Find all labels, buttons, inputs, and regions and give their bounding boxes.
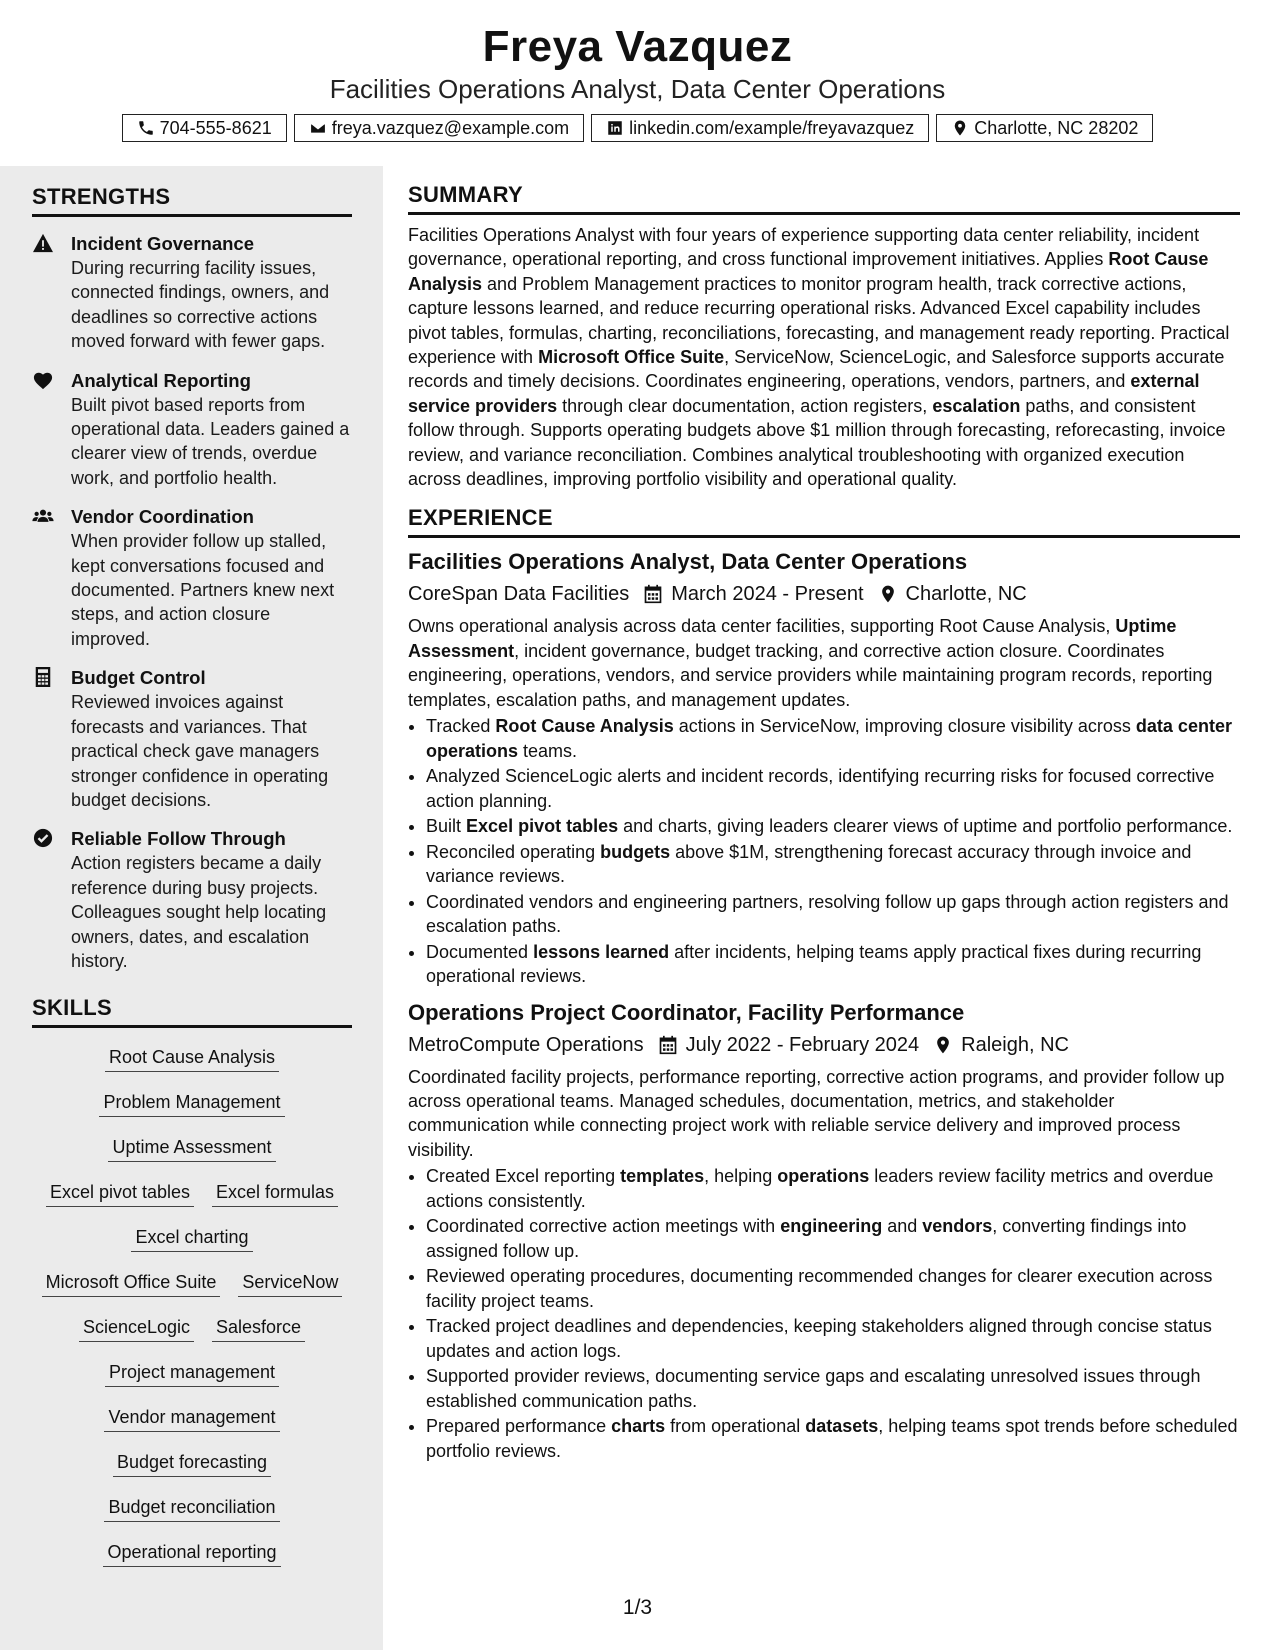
skill-tag: Salesforce bbox=[212, 1316, 305, 1342]
strength-desc: Action registers became a daily reference during busy projects. Colleagues sought help locating owners, dates, and escalation history. bbox=[71, 853, 327, 971]
bold-text: templates bbox=[620, 1166, 705, 1187]
job-bullets bbox=[408, 714, 1240, 988]
summary-text bbox=[408, 223, 1240, 491]
text-segment: , converting findings into assigned follow up. bbox=[426, 1216, 1187, 1261]
skill-row bbox=[32, 1533, 352, 1578]
bullet-item bbox=[426, 890, 1240, 939]
text-segment: and bbox=[882, 1216, 923, 1237]
strength-title: Vendor Coordination bbox=[71, 506, 254, 528]
job-meta bbox=[408, 580, 1240, 608]
skill-row bbox=[32, 1263, 352, 1308]
text-segment: Documented bbox=[426, 941, 534, 962]
skill-tag: Problem Management bbox=[99, 1091, 284, 1117]
job-bullets bbox=[408, 1164, 1240, 1463]
text-segment: through clear documentation, action registers, bbox=[557, 395, 933, 416]
bold-text: Excel pivot tables bbox=[466, 816, 619, 837]
resume-header bbox=[0, 0, 1275, 166]
job-entry bbox=[408, 548, 1240, 988]
job-meta bbox=[408, 1031, 1240, 1059]
bold-text: engineering bbox=[780, 1216, 883, 1237]
heart-icon bbox=[32, 370, 54, 390]
text-segment: Built bbox=[426, 816, 467, 837]
strength-item bbox=[32, 665, 352, 812]
calendar-icon bbox=[658, 1035, 678, 1055]
sidebar bbox=[0, 166, 383, 1650]
text-segment: and charts, giving leaders clearer views of uptime and portfolio performance. bbox=[618, 816, 1233, 837]
text-segment: after incidents, helping teams apply practical fixes during recurring operational reviews. bbox=[426, 941, 1202, 987]
strength-desc: When provider follow up stalled, kept conversations focused and documented. Partners knew next steps, and action closure improved. bbox=[71, 531, 335, 649]
bold-text: vendors bbox=[922, 1216, 993, 1237]
job-dates: March 2024 - Present bbox=[671, 583, 864, 606]
skill-row bbox=[32, 1038, 352, 1083]
bold-text: Root Cause Analysis bbox=[408, 249, 1209, 294]
text-segment: Owns operational analysis across data center facilities, supporting Root Cause Analysis, bbox=[408, 616, 1116, 637]
main-content bbox=[408, 166, 1240, 1464]
contact-location bbox=[936, 114, 1153, 142]
skill-tag: ScienceLogic bbox=[79, 1316, 194, 1342]
text-segment: Analyzed ScienceLogic alerts and incident records, identifying recurring risks for focused corrective action planning. bbox=[426, 766, 1215, 811]
job-title: Operations Project Coordinator, Facility Performance bbox=[408, 999, 965, 1025]
strength-title: Analytical Reporting bbox=[71, 369, 251, 391]
job-description bbox=[408, 614, 1240, 712]
strength-item bbox=[32, 826, 352, 973]
bullet-item bbox=[426, 840, 1240, 889]
skills-heading: SKILLS bbox=[32, 995, 352, 1028]
skill-tag: Vendor management bbox=[104, 1406, 279, 1432]
map-pin-icon bbox=[951, 119, 969, 137]
skill-row bbox=[32, 1128, 352, 1173]
text-segment: Supported provider reviews, documenting service gaps and escalating unresolved issues through established communication paths. bbox=[426, 1366, 1201, 1411]
text-segment: Coordinated vendors and engineering partners, resolving follow up gaps through action registers and escalation paths. bbox=[426, 891, 1229, 937]
skill-row bbox=[32, 1308, 352, 1353]
strength-desc: Reviewed invoices against forecasts and variances. That practical check gave managers stronger confidence in operating budget decisions. bbox=[71, 692, 329, 810]
skill-row bbox=[32, 1083, 352, 1128]
text-segment: Tracked bbox=[426, 716, 496, 737]
job-company: CoreSpan Data Facilities bbox=[408, 583, 630, 606]
bold-text: Microsoft Office Suite bbox=[538, 347, 725, 368]
text-segment: Prepared performance bbox=[426, 1416, 612, 1437]
skill-tag: Excel charting bbox=[131, 1226, 252, 1252]
skill-row bbox=[32, 1353, 352, 1398]
bold-text: data center operations bbox=[426, 716, 1232, 761]
text-segment: Coordinated facility projects, performance reporting, corrective action programs, and provider follow up across operational teams. Managed schedules, documentation, metrics, and stakeholder communication while connecting project work with reliable service delivery and improved process visibility. bbox=[408, 1066, 1225, 1160]
contact-location-text: Charlotte, NC 28202 bbox=[974, 117, 1139, 138]
text-segment: and Problem Management practices to monitor program health, track corrective actions, capture lessons learned, and reduce recurring operational risks. Advanced Excel capability includes pivot tables, formulas, charting, reconciliations, forecasting, and management ready reporting. Practical experience with bbox=[408, 273, 1230, 368]
job-description bbox=[408, 1065, 1240, 1163]
bullet-item bbox=[426, 1414, 1240, 1463]
bold-text: budgets bbox=[600, 841, 671, 862]
text-segment: , helping teams spot trends before scheduled portfolio reviews. bbox=[426, 1416, 1238, 1461]
bold-text: charts bbox=[611, 1416, 666, 1437]
candidate-title: Facilities Operations Analyst, Data Center Operations bbox=[329, 74, 946, 104]
skill-tag: Excel formulas bbox=[212, 1181, 338, 1207]
strength-title: Budget Control bbox=[71, 667, 206, 689]
bullet-item bbox=[426, 1264, 1240, 1313]
bullet-item bbox=[426, 764, 1240, 813]
experience-heading: EXPERIENCE bbox=[408, 505, 1240, 538]
map-pin-icon bbox=[878, 584, 898, 604]
bullet-item bbox=[426, 1314, 1240, 1363]
text-segment: Reconciled operating bbox=[426, 841, 601, 862]
skill-tag: ServiceNow bbox=[238, 1271, 342, 1297]
text-segment: leaders review facility metrics and overdue actions consistently. bbox=[426, 1166, 1214, 1211]
candidate-name: Freya Vazquez bbox=[482, 22, 793, 71]
job-title: Facilities Operations Analyst, Data Center Operations bbox=[408, 549, 968, 575]
envelope-icon bbox=[309, 119, 327, 137]
skill-tag: Operational reporting bbox=[103, 1541, 280, 1567]
strength-title: Incident Governance bbox=[71, 233, 254, 254]
contact-phone-text: 704-555-8621 bbox=[159, 117, 272, 138]
text-segment: Facilities Operations Analyst with four years of experience supporting data center reliability, incident governance, operational reporting, and cross functional improvement initiatives. Applies bbox=[408, 225, 1200, 270]
strength-desc: During recurring facility issues, connected findings, owners, and deadlines so corrective actions moved forward with fewer gaps. bbox=[71, 258, 330, 352]
strength-title: Reliable Follow Through bbox=[71, 828, 286, 850]
job-dates: July 2022 - February 2024 bbox=[685, 1033, 920, 1056]
text-segment: actions in ServiceNow, improving closure visibility across bbox=[673, 716, 1136, 737]
contact-linkedin[interactable] bbox=[591, 114, 929, 142]
bold-text: external service providers bbox=[408, 371, 1200, 416]
text-segment: paths, and consistent follow through. Supports operating budgets above $1 million through forecasting, reforecasting, invoice review, and variance reconciliation. Combines analytical troubleshooting with organized execution across deadlines, improving portfolio visibility and operational quality. bbox=[408, 395, 1226, 490]
bullet-item bbox=[426, 1364, 1240, 1413]
text-segment: Reviewed operating procedures, documenting recommended changes for clearer execution across facility project teams. bbox=[426, 1266, 1213, 1311]
strength-item bbox=[32, 504, 352, 651]
contact-email-text: freya.vazquez@example.com bbox=[331, 117, 570, 138]
contact-email[interactable] bbox=[294, 114, 584, 142]
skill-tag: Root Cause Analysis bbox=[105, 1046, 279, 1072]
skill-row bbox=[32, 1173, 352, 1218]
bold-text: lessons learned bbox=[533, 941, 670, 962]
contact-phone[interactable] bbox=[122, 114, 287, 142]
contact-bar bbox=[0, 114, 1275, 142]
check-circle-icon bbox=[32, 828, 54, 848]
bold-text: Uptime Assessment bbox=[408, 616, 1177, 661]
calculator-icon bbox=[32, 667, 54, 687]
linkedin-icon bbox=[606, 119, 624, 137]
text-segment: teams. bbox=[518, 740, 578, 761]
skill-tag: Microsoft Office Suite bbox=[42, 1271, 221, 1297]
text-segment: , incident governance, budget tracking, and corrective action closure. Coordinates engineering, operations, vendors, and service providers while maintaining program records, reporting templates, escalation paths, and management updates. bbox=[408, 640, 1213, 710]
skill-row bbox=[32, 1218, 352, 1263]
text-segment: , ServiceNow, ScienceLogic, and Salesforce supports accurate records and timely decisions. Coordinates engineering, operations, vendors, partners, and bbox=[408, 347, 1225, 392]
bullet-item bbox=[426, 714, 1240, 763]
phone-icon bbox=[137, 119, 155, 137]
job-location: Charlotte, NC bbox=[905, 583, 1027, 606]
text-segment: from operational bbox=[665, 1416, 806, 1437]
text-segment: Created Excel reporting bbox=[426, 1166, 621, 1187]
bold-text: Root Cause Analysis bbox=[495, 716, 674, 737]
bold-text: escalation bbox=[932, 395, 1021, 416]
skill-tag: Budget forecasting bbox=[113, 1451, 271, 1477]
strength-item bbox=[32, 368, 352, 491]
skill-tag: Excel pivot tables bbox=[46, 1181, 194, 1207]
strength-item bbox=[32, 231, 352, 354]
bullet-item bbox=[426, 1164, 1240, 1213]
text-segment: , helping bbox=[704, 1166, 778, 1187]
skill-row bbox=[32, 1398, 352, 1443]
map-pin-icon bbox=[933, 1035, 953, 1055]
bullet-item bbox=[426, 814, 1240, 838]
experience-list bbox=[408, 548, 1240, 1462]
skill-row bbox=[32, 1488, 352, 1533]
bold-text: datasets bbox=[805, 1416, 879, 1437]
skill-tag: Project management bbox=[105, 1361, 279, 1387]
strength-desc: Built pivot based reports from operational data. Leaders gained a clearer view of trends, overdue work, and portfolio health. bbox=[71, 394, 350, 488]
bold-text: operations bbox=[777, 1166, 870, 1187]
users-icon bbox=[32, 506, 54, 526]
job-location: Raleigh, NC bbox=[961, 1033, 1069, 1056]
bullet-item bbox=[426, 1214, 1240, 1263]
text-segment: above $1M, strengthening forecast accuracy through invoice and variance reviews. bbox=[426, 841, 1192, 887]
bullet-item bbox=[426, 940, 1240, 989]
warning-triangle-icon bbox=[32, 233, 54, 253]
calendar-icon bbox=[643, 584, 663, 604]
summary-heading: SUMMARY bbox=[408, 182, 1240, 215]
skill-tag: Budget reconciliation bbox=[104, 1496, 279, 1522]
contact-linkedin-text: linkedin.com/example/freyavazquez bbox=[629, 117, 915, 138]
job-company: MetroCompute Operations bbox=[408, 1033, 644, 1056]
skills-list bbox=[32, 1038, 352, 1578]
text-segment: Coordinated corrective action meetings with bbox=[426, 1216, 781, 1237]
skill-row bbox=[32, 1443, 352, 1488]
skill-tag: Uptime Assessment bbox=[108, 1136, 275, 1162]
job-entry bbox=[408, 999, 1240, 1463]
text-segment: Tracked project deadlines and dependencies, keeping stakeholders aligned through concise status updates and action logs. bbox=[426, 1316, 1212, 1361]
page-number: 1/3 bbox=[622, 1596, 653, 1619]
strengths-heading: STRENGTHS bbox=[32, 184, 352, 217]
